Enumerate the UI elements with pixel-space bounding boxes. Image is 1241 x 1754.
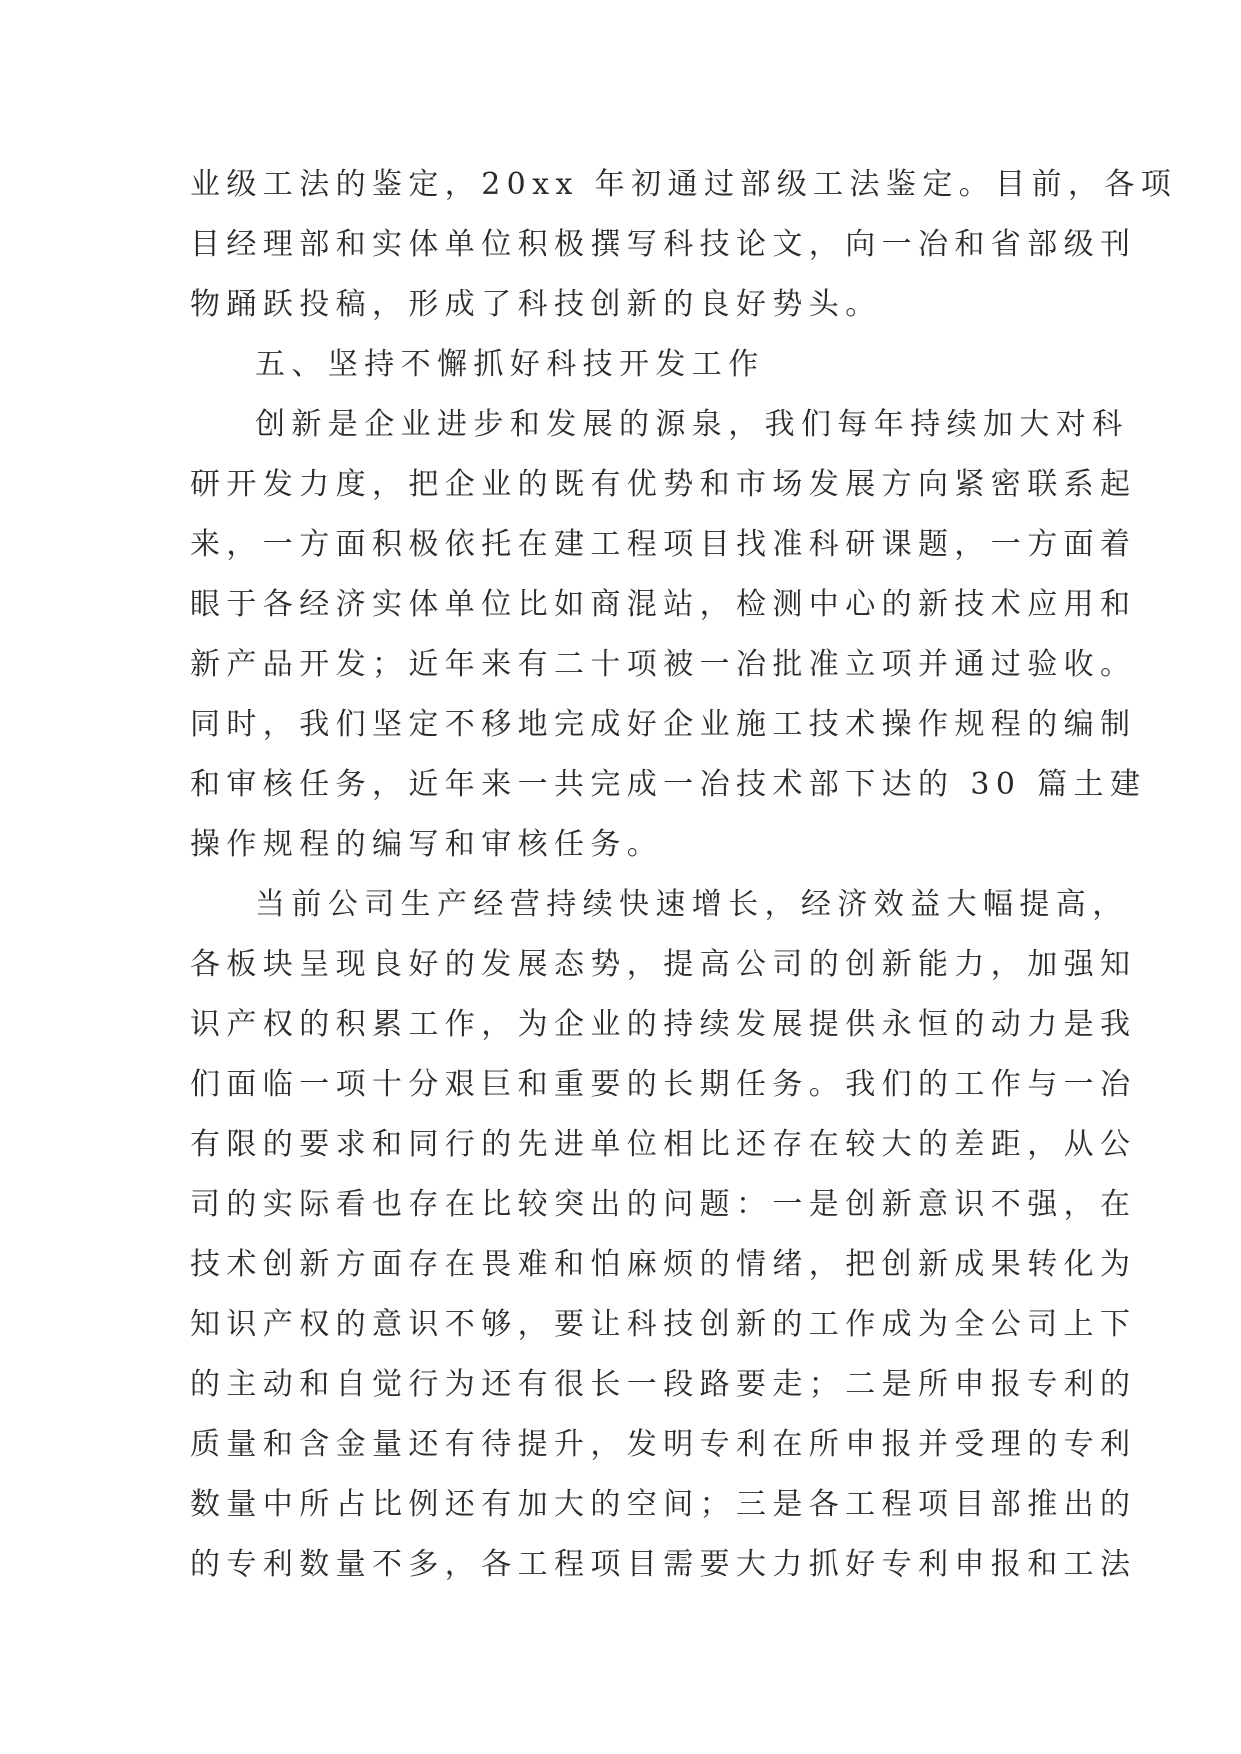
text-line: 操作规程的编写和审核任务。: [190, 827, 664, 862]
text-line: 同时，我们坚定不移地完成好企业施工技术操作规程的编制: [190, 707, 1137, 742]
text-line: 质量和含金量还有待提升，发明专利在所申报并受理的专利: [190, 1427, 1137, 1462]
text-line: 物踊跃投稿，形成了科技创新的良好势头。: [190, 287, 882, 322]
document-body: [190, 155, 1178, 1595]
text-line: 的专利数量不多，各工程项目需要大力抓好专利申报和工法: [190, 1547, 1137, 1582]
text-line: 的主动和自觉行为还有很长一段路要走；二是所申报专利的: [190, 1367, 1137, 1402]
text-line: 业级工法的鉴定，20xx 年初通过部级工法鉴定。目前，各项: [190, 167, 1178, 202]
text-line: 来，一方面积极依托在建工程项目找准科研课题，一方面着: [190, 527, 1137, 562]
text-line: 研开发力度，把企业的既有优势和市场发展方向紧密联系起: [190, 467, 1137, 502]
text-line: 新产品开发；近年来有二十项被一冶批准立项并通过验收。: [190, 647, 1137, 682]
text-line: 司的实际看也存在比较突出的问题：一是创新意识不强，在: [190, 1187, 1137, 1222]
text-line: 识产权的积累工作，为企业的持续发展提供永恒的动力是我: [190, 1007, 1137, 1042]
text-line: 创新是企业进步和发展的源泉，我们每年持续加大对科: [255, 407, 1129, 442]
text-line: 知识产权的意识不够，要让科技创新的工作成为全公司上下: [190, 1307, 1137, 1342]
text-line: 和审核任务，近年来一共完成一冶技术部下达的 30 篇土建: [190, 767, 1147, 802]
text-line: 技术创新方面存在畏难和怕麻烦的情绪，把创新成果转化为: [190, 1247, 1137, 1282]
text-line: 目经理部和实体单位积极撰写科技论文，向一冶和省部级刊: [190, 227, 1137, 262]
section-heading: 五、坚持不懈抓好科技开发工作: [255, 347, 765, 382]
text-line: 有限的要求和同行的先进单位相比还存在较大的差距，从公: [190, 1127, 1137, 1162]
text-line: 各板块呈现良好的发展态势，提高公司的创新能力，加强知: [190, 947, 1137, 982]
text-line: 眼于各经济实体单位比如商混站，检测中心的新技术应用和: [190, 587, 1137, 622]
text-line: 当前公司生产经营持续快速增长，经济效益大幅提高，: [255, 887, 1129, 922]
text-line: 数量中所占比例还有加大的空间；三是各工程项目部推出的: [190, 1487, 1137, 1522]
text-line: 们面临一项十分艰巨和重要的长期任务。我们的工作与一冶: [190, 1067, 1137, 1102]
